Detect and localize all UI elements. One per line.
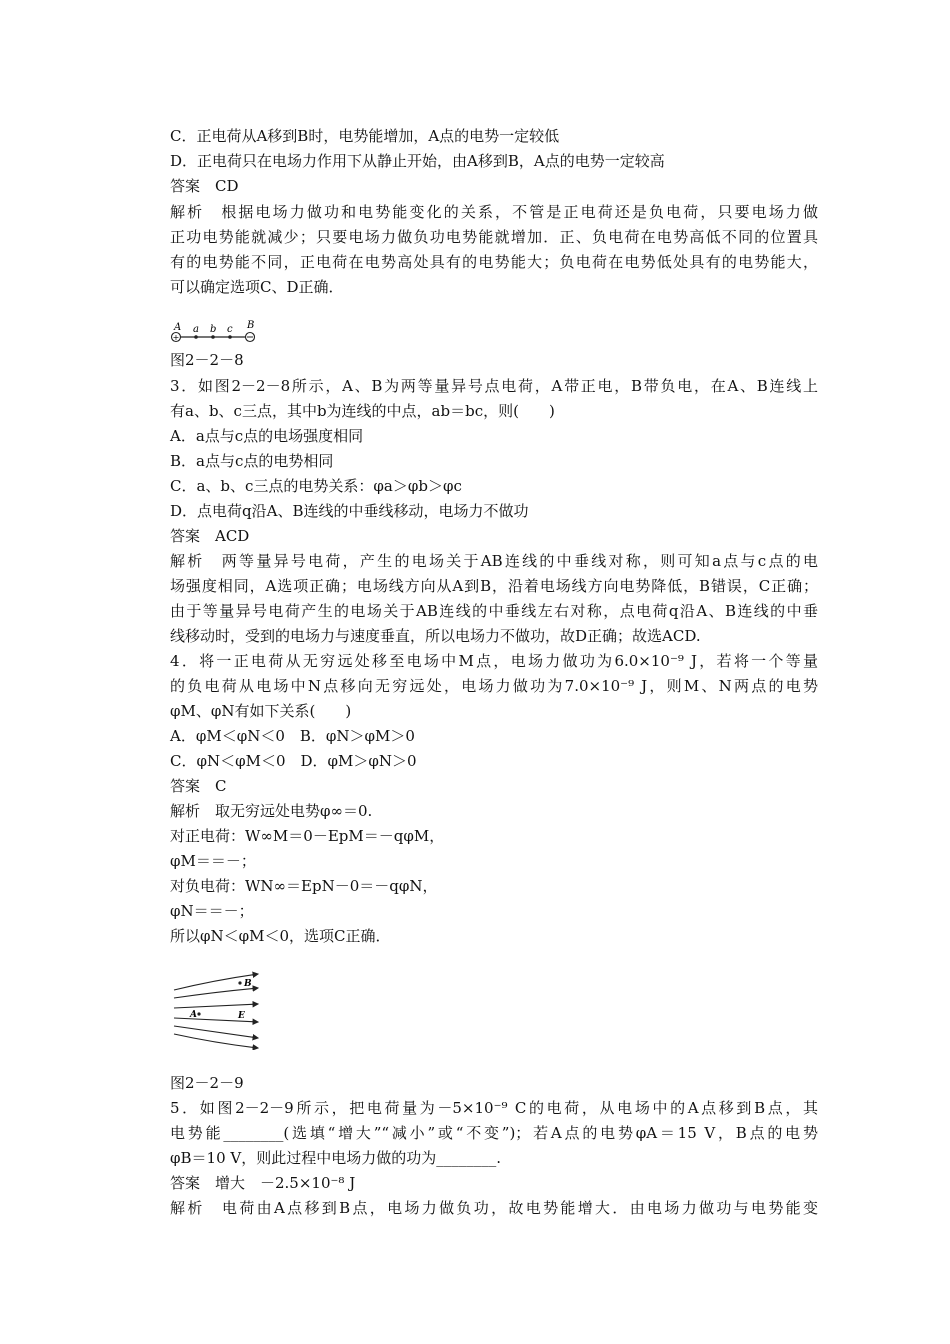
answer-q3: 答案 ACD — [170, 527, 250, 545]
analysis-q2-line4: 可以确定选项C、D正确． — [170, 278, 344, 296]
label-A: A — [190, 1010, 197, 1020]
option-c-q3: C．a、b、c三点的电势关系：φa＞φb＞φc — [170, 477, 462, 495]
figure-caption-2-2-8: 图2－2－8 — [170, 351, 244, 369]
analysis-q4-line3: φM＝＝－； — [170, 852, 256, 870]
label-B: B — [244, 979, 252, 989]
figure-2-2-8 — [168, 318, 264, 346]
label-B: B — [247, 320, 255, 331]
question-3-line1: 3．如图2－2－8所示，A、B为两等量异号点电荷，A带正电，B带负电，在A、B连线上 — [170, 377, 818, 395]
analysis-q2-line2: 正功电势能就减少；只要电场力做负功电势能就增加．正、负电荷在电势高低不同的位置具 — [170, 228, 818, 246]
question-5-line3: φB＝10 V，则此过程中电场力做的功为________. — [170, 1149, 501, 1167]
option-c-q2: C．正电荷从A移到B时，电势能增加，A点的电势一定较低 — [170, 127, 560, 145]
analysis-q4-line6: 所以φN＜φM＜0，选项C正确． — [170, 927, 391, 945]
point-a-dot — [197, 1012, 200, 1015]
answer-q4: 答案 C — [170, 777, 227, 795]
option-d-q3: D．点电荷q沿A、B连线的中垂线移动，电场力不做功 — [170, 502, 529, 520]
field-line-2 — [174, 988, 258, 998]
question-3-line2: 有a、b、c三点，其中b为连线的中点，ab＝bc，则( ) — [170, 402, 555, 420]
analysis-q3-line4: 线移动时，受到的电场力与速度垂直，所以电场力不做功，故D正确；故选ACD. — [170, 627, 701, 645]
svg-text:+: + — [172, 333, 180, 342]
question-4-line1: 4．将一正电荷从无穷远处移至电场中M点，电场力做功为6.0×10⁻⁹ J，若将一个等量 — [170, 652, 818, 670]
answer-q5: 答案 增大 －2.5×10⁻⁸ J — [170, 1174, 356, 1192]
option-a-q3: A．a点与c点的电场强度相同 — [170, 427, 364, 445]
answer-q2: 答案 CD — [170, 177, 239, 195]
question-4-line3: φM、φN有如下关系( ) — [170, 702, 352, 720]
point-b — [211, 335, 215, 339]
option-d-q2: D．正电荷只在电场力作用下从静止开始，由A移到B，A点的电势一定较高 — [170, 152, 665, 170]
point-b-dot — [238, 981, 241, 984]
label-c: c — [227, 324, 233, 335]
question-5-line1: 5．如图2－2－9所示，把电荷量为－5×10⁻⁹ C的电荷，从电场中的A点移到B点，其 — [170, 1099, 818, 1117]
analysis-q4-line4: 对负电荷：WN∞＝EpN－0＝－qφN， — [170, 877, 438, 895]
field-line-3 — [174, 1004, 258, 1008]
analysis-q2-line1: 解析 根据电场力做功和电势能变化的关系，不管是正电荷还是负电荷，只要电场力做 — [170, 203, 818, 221]
analysis-q2-line3: 有的电势能不同，正电荷在电势高处具有的电势能大；负电荷在电势低处具有的电势能大， — [170, 253, 818, 271]
analysis-q5-line1: 解析 电荷由A点移到B点，电场力做负功，故电势能增大．由电场力做功与电势能变 — [170, 1199, 818, 1217]
point-c — [228, 335, 232, 339]
question-5-line2: 电势能________(选填“增大”“减小”或“不变”)；若A点的电势φA＝15 V，B点的电势 — [170, 1124, 818, 1142]
analysis-q4-line2: 对正电荷：W∞M＝0－EpM＝－qφM， — [170, 827, 445, 845]
options-cd-q4: C．φN＜φM＜0 D．φM＞φN＞0 — [170, 752, 417, 770]
option-b-q3: B．a点与c点的电势相同 — [170, 452, 334, 470]
analysis-q3-line2: 场强度相同，A选项正确；电场线方向从A到B，沿着电场线方向电势降低，B错误，C正确； — [170, 577, 818, 595]
analysis-q3-line3: 由于等量异号电荷产生的电场关于AB连线的中垂线左右对称，点电荷q沿A、B连线的中垂 — [170, 602, 818, 620]
figure-caption-2-2-9: 图2－2－9 — [170, 1074, 244, 1092]
analysis-q4-line5: φN＝＝－； — [170, 902, 254, 920]
question-4-line2: 的负电荷从电场中N点移向无穷远处，电场力做功为7.0×10⁻⁹ J，则M、N两点的电势 — [170, 677, 818, 695]
label-E: E — [238, 1011, 245, 1021]
label-a: a — [193, 324, 199, 335]
field-line-4 — [174, 1018, 258, 1022]
label-A: A — [174, 322, 182, 333]
options-ab-q4: A．φM＜φN＜0 B．φN＞φM＞0 — [170, 727, 415, 745]
label-b: b — [210, 324, 217, 335]
point-a — [194, 335, 198, 339]
analysis-q3-line1: 解析 两等量异号电荷，产生的电场关于AB连线的中垂线对称，则可知a点与c点的电 — [170, 552, 818, 570]
figure-2-2-9 — [170, 968, 265, 1050]
analysis-q4-line1: 解析 取无穷远处电势φ∞＝0. — [170, 802, 373, 820]
